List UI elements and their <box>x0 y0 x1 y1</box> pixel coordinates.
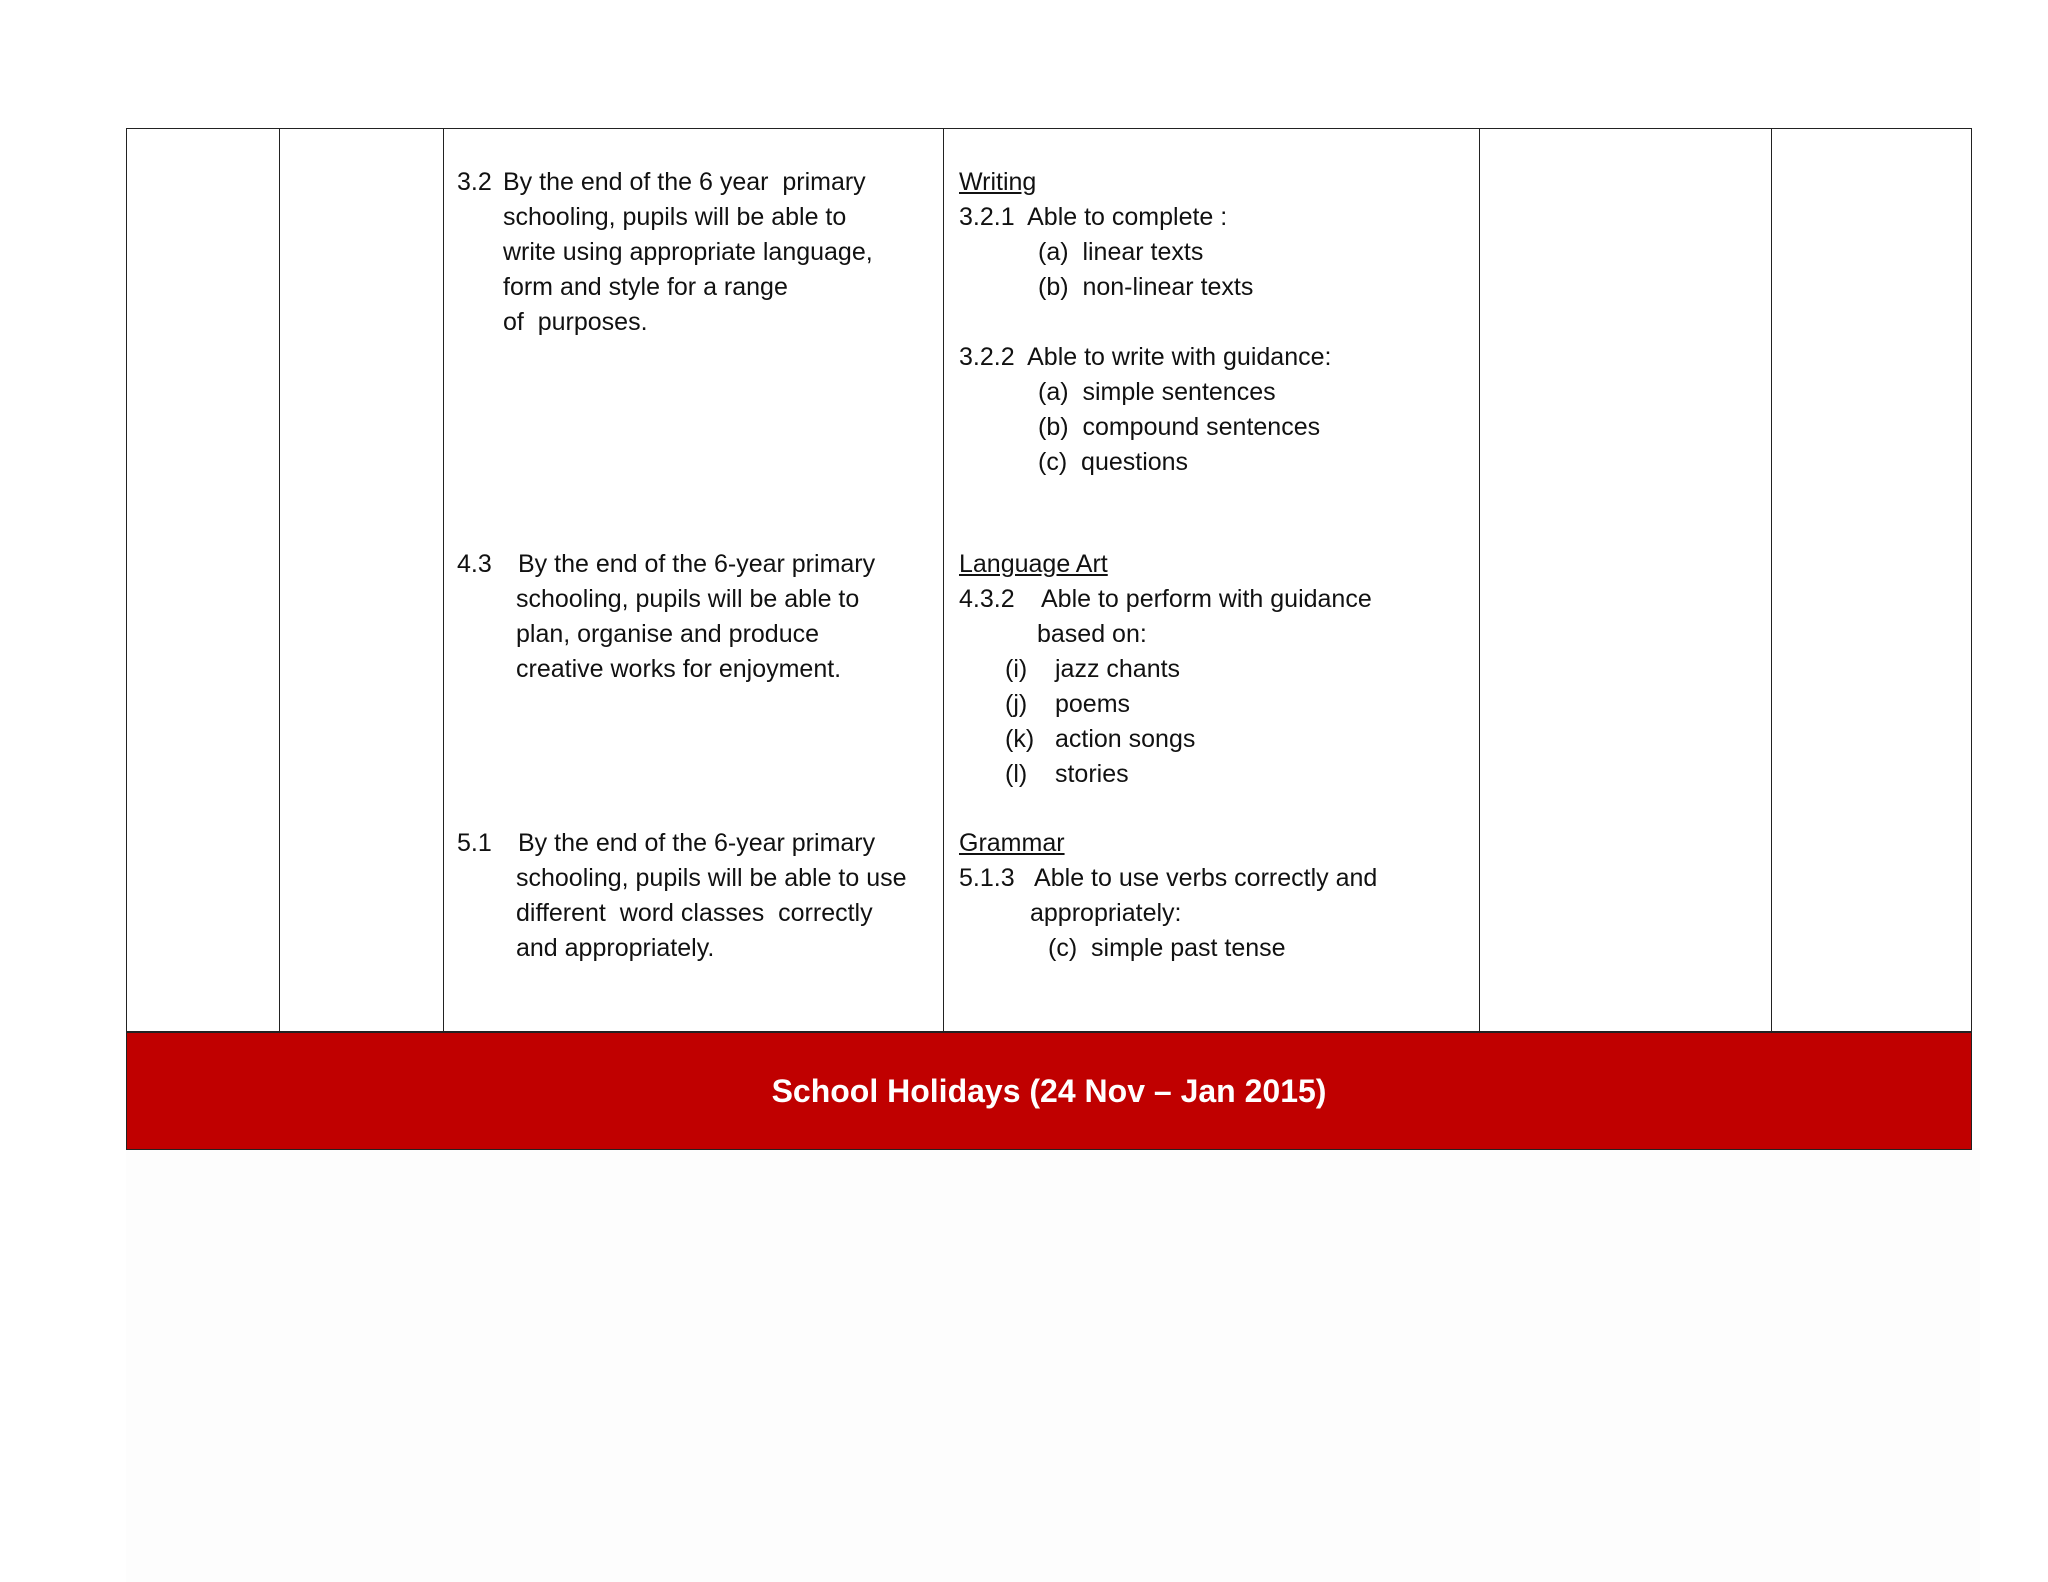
learning-item: 3.2.2 Able to write with guidance: <box>959 343 1332 371</box>
learning-item-continued: appropriately: <box>1030 899 1182 927</box>
learning-subitem: (a) linear texts <box>1038 238 1204 266</box>
learning-subitem: (c) questions <box>1038 448 1189 476</box>
learning-subitem: (j) poems <box>1005 690 1131 718</box>
standard-line: creative works for enjoyment. <box>516 655 842 683</box>
page-background <box>126 1148 1980 1582</box>
learning-item: 4.3.2 Able to perform with guidance <box>959 585 1372 613</box>
section-heading-writing: Writing <box>959 168 1037 196</box>
section-heading-language-art: Language Art <box>959 550 1108 578</box>
learning-subitem: (b) non-linear texts <box>1038 273 1254 301</box>
column-divider <box>943 129 944 1031</box>
standard-line: plan, organise and produce <box>516 620 820 648</box>
learning-subitem: (l) stories <box>1005 760 1129 788</box>
column-divider <box>1479 129 1480 1031</box>
standard-line: write using appropriate language, <box>503 238 873 266</box>
learning-item-continued: based on: <box>1037 620 1147 648</box>
learning-subitem: (i) jazz chants <box>1005 655 1181 683</box>
column-divider <box>279 129 280 1031</box>
learning-item: 5.1.3 Able to use verbs correctly and <box>959 864 1378 892</box>
standard-line: By the end of the 6-year primary <box>518 829 876 857</box>
learning-subitem: (a) simple sentences <box>1038 378 1276 406</box>
standard-line: of purposes. <box>503 308 648 336</box>
column-divider <box>1771 129 1772 1031</box>
column-divider <box>443 129 444 1031</box>
standard-number: 3.2 <box>457 168 492 196</box>
standard-line: different word classes correctly <box>516 899 873 927</box>
standard-line: schooling, pupils will be able to <box>516 585 860 613</box>
standard-line: and appropriately. <box>516 934 715 962</box>
school-holidays-banner <box>126 1032 1972 1150</box>
learning-subitem: (b) compound sentences <box>1038 413 1321 441</box>
standard-line: By the end of the 6-year primary <box>518 550 876 578</box>
school-holidays-label: School Holidays (24 Nov – Jan 2015) <box>771 1072 1327 1109</box>
learning-subitem: (k) action songs <box>1005 725 1196 753</box>
standard-line: schooling, pupils will be able to <box>503 203 847 231</box>
standard-line: form and style for a range <box>503 273 788 301</box>
learning-item: 3.2.1 Able to complete : <box>959 203 1228 231</box>
standard-number: 5.1 <box>457 829 492 857</box>
section-heading-grammar: Grammar <box>959 829 1065 857</box>
standard-number: 4.3 <box>457 550 492 578</box>
standard-line: schooling, pupils will be able to use <box>516 864 907 892</box>
learning-subitem: (c) simple past tense <box>1048 934 1286 962</box>
standard-line: By the end of the 6 year primary <box>503 168 866 196</box>
